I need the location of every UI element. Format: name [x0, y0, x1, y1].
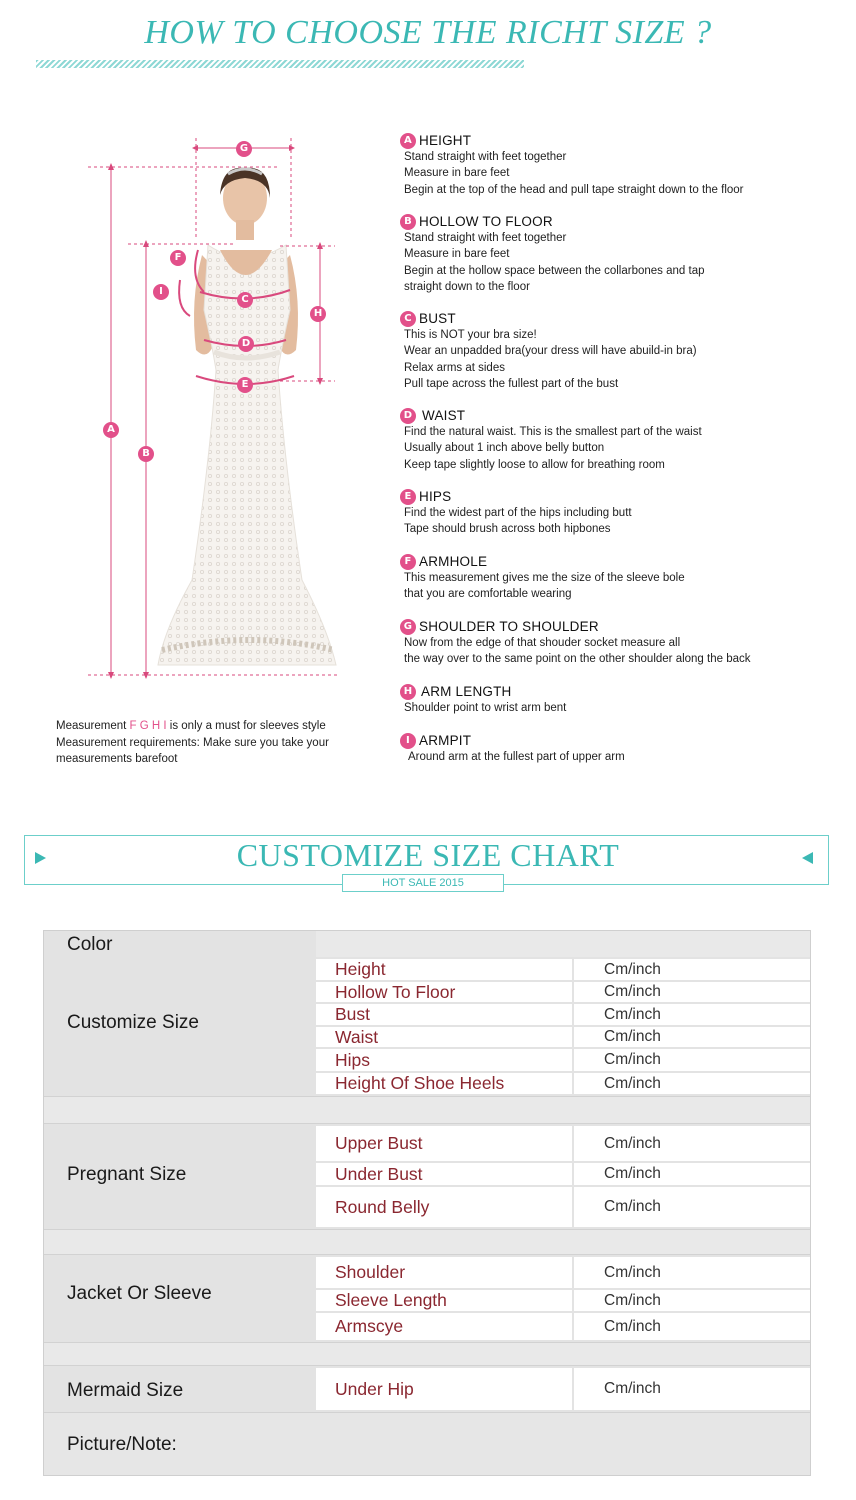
badge-b: B: [400, 214, 416, 230]
table-row: Under Hip Cm/inch: [316, 1368, 810, 1410]
badge-e: E: [400, 489, 416, 505]
instruction-shoulder-to-shoulder: G SHOULDER TO SHOULDER Now from the edge of that shouder socket measure all the way over to the same point on the other shoulder along the back: [400, 619, 820, 668]
table-row: Round Belly Cm/inch: [316, 1187, 810, 1227]
instruction-title: ARMPIT: [419, 733, 472, 748]
note-line-1: Measurement F G H I is only a must for sleeves style: [56, 720, 326, 732]
table-row: Hips Cm/inch: [316, 1049, 810, 1071]
instruction-title: HOLLOW TO FLOOR: [419, 214, 553, 229]
note-line-2: Measurement requirements: Make sure you take your: [56, 736, 329, 749]
instruction-armpit: I ARMPIT Around arm at the fullest part of upper arm: [400, 733, 820, 765]
measurement-guides: [80, 130, 370, 690]
note-line-3: measurements barefoot: [56, 753, 178, 765]
size-chart-title: CUSTOMIZE SIZE CHART: [236, 837, 620, 873]
instruction-hollow-to-floor: B HOLLOW TO FLOOR Stand straight with feet together Measure in bare feet Begin at the hollow space between the collarbones and tap straight down to the floor: [400, 214, 820, 295]
instruction-waist: D WAIST Find the natural waist. This is the smallest part of the waist Usually about 1 inch above belly button Keep tape slightly loose to allow for breathing room: [400, 408, 820, 473]
table-row: Waist Cm/inch: [316, 1027, 810, 1047]
marker-g: G: [236, 141, 252, 157]
page-title: HOW TO CHOOSE THE RICHT SIZE ?: [144, 14, 712, 51]
table-row: Under Bust Cm/inch: [316, 1163, 810, 1185]
marker-d: D: [238, 336, 254, 352]
table-row: Hollow To Floor Cm/inch: [316, 982, 810, 1002]
badge-a: A: [400, 133, 416, 149]
table-row: Height Cm/inch: [316, 959, 810, 980]
instruction-armhole: F ARMHOLE This measurement gives me the size of the sleeve bole that you are comfortable wearing: [400, 554, 820, 603]
measurement-note: [56, 718, 376, 768]
marker-a: A: [103, 422, 119, 438]
badge-c: C: [400, 311, 416, 327]
marker-e: E: [237, 377, 253, 393]
instruction-title: WAIST: [422, 408, 466, 423]
sleeve-letters: F G H I: [129, 720, 167, 732]
instruction-bust: C BUST This is NOT your bra size! Wear an unpadded bra(your dress will have abuild-in bra) Relax arms at sides Pull tape across the fullest part of the bust: [400, 311, 820, 392]
instruction-title: ARM LENGTH: [421, 684, 512, 699]
instruction-hips: E HIPS Find the widest part of the hips including butt Tape should brush across both hipbones: [400, 489, 820, 538]
marker-i: I: [153, 284, 169, 300]
title-underline: [36, 60, 524, 68]
table-row: Armscye Cm/inch: [316, 1313, 810, 1340]
mermaid-size-label: Mermaid Size: [67, 1380, 184, 1401]
color-label: Color: [67, 934, 113, 955]
instruction-title: ARMHOLE: [419, 554, 488, 569]
table-row: Upper Bust Cm/inch: [316, 1126, 810, 1161]
picture-note-label: Picture/Note:: [67, 1434, 177, 1455]
instruction-title: SHOULDER TO SHOULDER: [419, 619, 599, 634]
customize-size-label: Customize Size: [67, 1012, 199, 1033]
size-chart-subtitle: HOT SALE 2015: [342, 874, 504, 892]
instruction-title: HEIGHT: [419, 133, 472, 148]
size-chart-table: [43, 930, 811, 1476]
instruction-title: HIPS: [419, 489, 452, 504]
table-row: Height Of Shoe Heels Cm/inch: [316, 1073, 810, 1094]
pregnant-size-label: Pregnant Size: [67, 1164, 187, 1185]
instruction-arm-length: H ARM LENGTH Shoulder point to wrist arm bent: [400, 684, 820, 716]
badge-g: G: [400, 619, 416, 635]
color-value-cell: [316, 931, 810, 957]
badge-i: I: [400, 733, 416, 749]
badge-h: H: [400, 684, 416, 700]
marker-f: F: [170, 250, 186, 266]
table-spacer: [44, 1342, 810, 1366]
jacket-or-sleeve-label: Jacket Or Sleeve: [67, 1283, 212, 1304]
marker-b: B: [138, 446, 154, 462]
marker-h: H: [310, 306, 326, 322]
table-row: Bust Cm/inch: [316, 1004, 810, 1025]
instruction-height: A HEIGHT Stand straight with feet together Measure in bare feet Begin at the top of the head and pull tape straight down to the floor: [400, 133, 820, 198]
marker-c: C: [237, 292, 253, 308]
table-spacer: [44, 1096, 810, 1124]
table-row: Sleeve Length Cm/inch: [316, 1290, 810, 1311]
instruction-title: BUST: [419, 311, 456, 326]
badge-f: F: [400, 554, 416, 570]
table-row: Shoulder Cm/inch: [316, 1257, 810, 1288]
badge-d: D: [400, 408, 416, 424]
table-spacer: [44, 1229, 810, 1255]
